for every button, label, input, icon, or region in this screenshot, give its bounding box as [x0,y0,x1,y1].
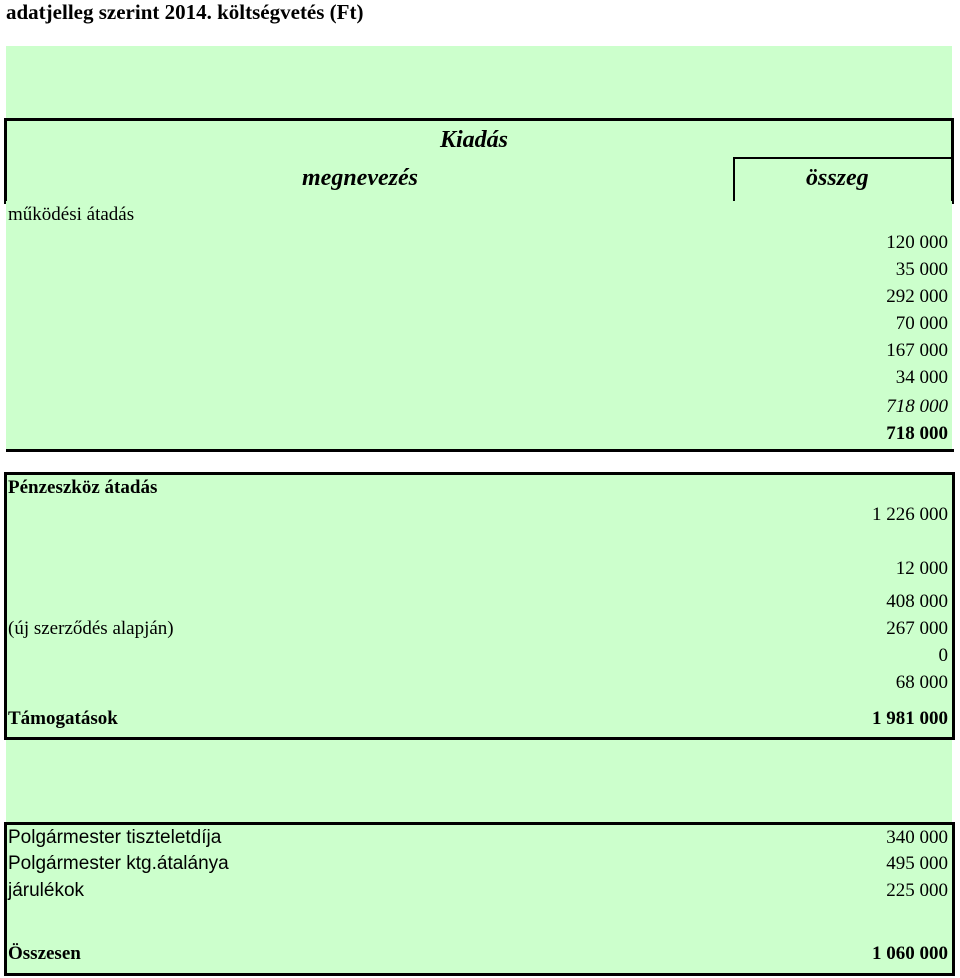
penzeszkoz-note: (új szerződés alapján) [8,618,174,639]
header-megnevezes: megnevezés [302,165,418,191]
mukodesi-value-4: 70 000 [895,313,948,334]
bottom-row-3-label: járulékok [8,880,85,901]
penzeszkoz-value-1: 1 226 000 [872,504,948,525]
mukodesi-value-1: 120 000 [886,232,948,253]
penzeszkoz-value-4: 267 000 [886,618,948,639]
section-penzeszkoz [4,472,955,740]
mukodesi-value-6: 34 000 [895,367,948,388]
mukodesi-total: 718 000 [886,423,948,444]
penzeszkoz-value-5: 0 [938,645,948,666]
mukodesi-value-3: 292 000 [886,286,948,307]
mukodesi-label: működési átadás [8,204,135,225]
bottom-total-label: Összesen [8,943,81,964]
bottom-row-2-label: Polgármester ktg.átalánya [8,853,229,874]
header-band [6,46,952,119]
header-kiadas: Kiadás [440,127,509,153]
header-osszeg: összeg [806,165,869,191]
penzeszkoz-value-2: 12 000 [895,558,948,579]
tamogatasok-label: Támogatások [8,708,118,729]
section-mukodesi [6,201,952,450]
header-divider-vertical [733,157,735,201]
mukodesi-value-5: 167 000 [886,340,948,361]
filler-band [6,740,952,824]
bottom-row-1-value: 340 000 [886,827,948,848]
penzeszkoz-value-6: 68 000 [895,672,948,693]
mukodesi-value-2: 35 000 [895,259,948,280]
penzeszkoz-value-3: 408 000 [886,591,948,612]
penzeszkoz-label: Pénzeszköz átadás [8,477,158,498]
bottom-total-value: 1 060 000 [872,943,948,964]
page-title: adatjelleg szerint 2014. költségvetés (Ft) [6,0,364,24]
bottom-row-3-value: 225 000 [886,880,948,901]
mukodesi-subtotal: 718 000 [886,396,948,417]
bottom-row-2-value: 495 000 [886,853,948,874]
header-divider-horizontal [734,157,951,159]
tamogatasok-total: 1 981 000 [872,708,948,729]
section-separator [6,449,954,452]
bottom-row-1-label: Polgármester tiszteletdíja [8,827,222,848]
